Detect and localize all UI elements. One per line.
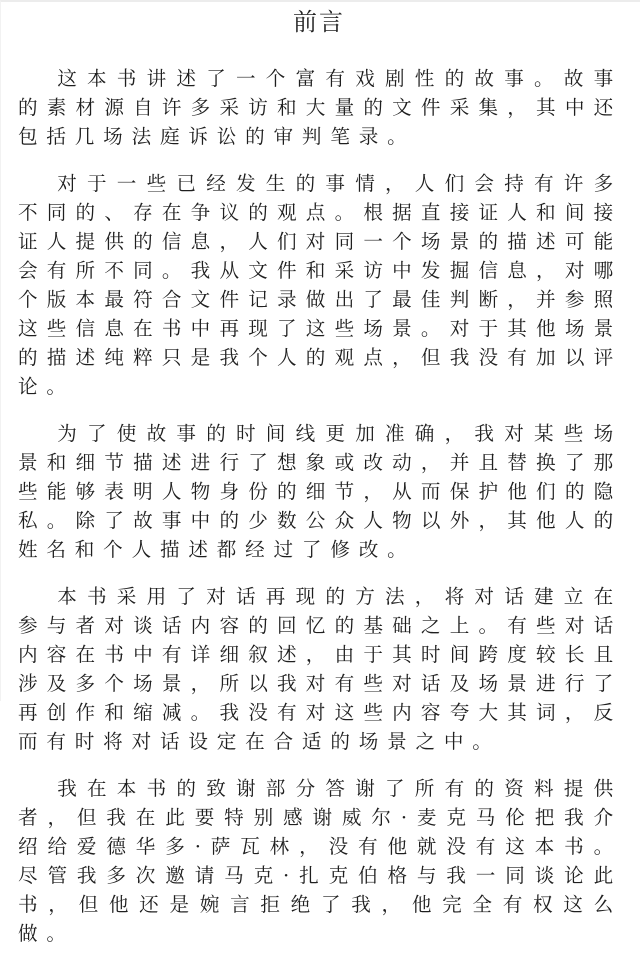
paragraph-2: 对于一些已经发生的事情，人们会持有许多不同的、存在争议的观点。根据直接证人和间接证人提供的信息，人们对同一个场景的描述可能会有所不同。我从文件和采访中发掘信息，对哪个版本最符合文件记录做出了最佳判断，并参照这些信息在书中再现了这些场景。对于其他场景的描述纯粹只是我个人的观点，但我没有加以评论。 [18, 172, 622, 398]
paragraph-4: 本书采用了对话再现的方法，将对话建立在参与者对谈话内容的回忆的基础之上。有些对话内容在书中有详细叙述，由于其时间跨度较长且涉及多个场景，所以我对有些对话及场景进行了再创作和缩减。我没有对这些内容夸大其词，反而有时将对话设定在合适的场景之中。 [18, 585, 622, 753]
page-title: 前言 [293, 8, 345, 36]
paragraph-5: 我在本书的致谢部分答谢了所有的资料提供者，但我在此要特别感谢威尔·麦克马伦把我介绍给爱德华多·萨瓦林，没有他就没有这本书。尽管我多次邀请马克·扎克伯格与我一同谈论此书，但他还是婉言拒绝了我，他完全有权这么做。 [18, 777, 622, 945]
preface-body [18, 64, 622, 966]
paragraph-3: 为了使故事的时间线更加准确，我对某些场景和细节描述进行了想象或改动，并且替换了那些能够表明人物身份的细节，从而保护他们的隐私。除了故事中的少数公众人物以外，其他人的姓名和个人描述都经过了修改。 [18, 422, 622, 561]
paragraph-1: 这本书讲述了一个富有戏剧性的故事。故事的素材源自许多采访和大量的文件采集，其中还包括几场法庭诉讼的审判笔录。 [18, 67, 622, 148]
